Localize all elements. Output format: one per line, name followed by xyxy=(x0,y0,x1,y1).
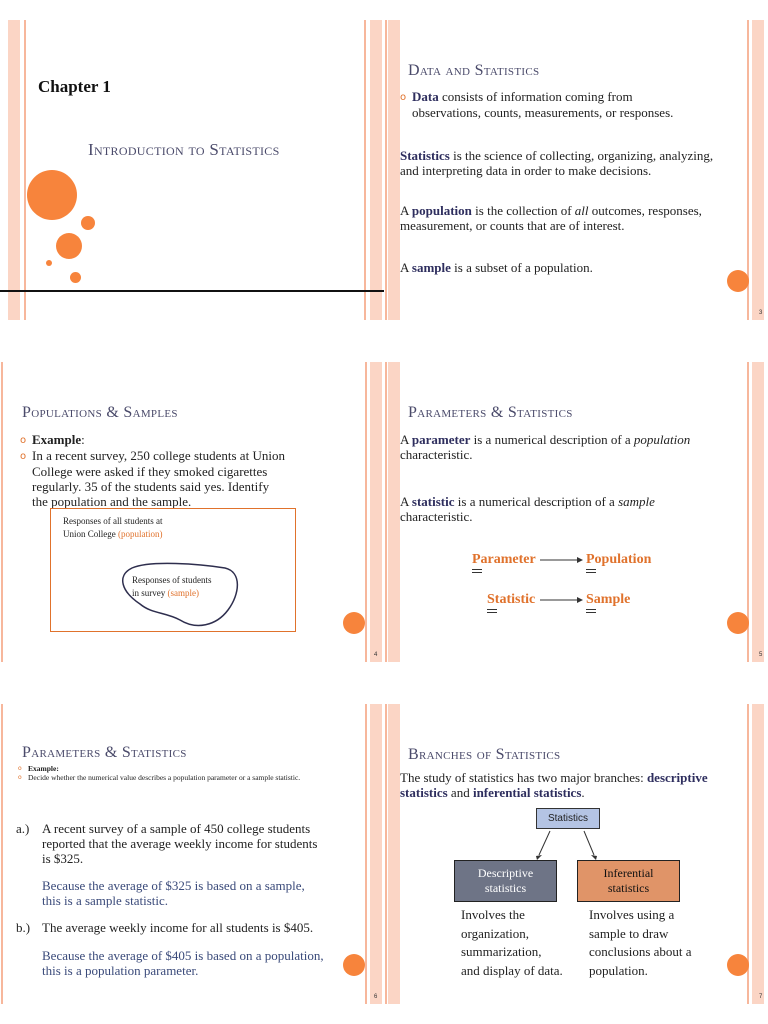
decor-circle xyxy=(81,216,95,230)
slide-title: Branches of Statistics xyxy=(408,746,561,763)
diagram-statistic: Statistic xyxy=(487,592,536,607)
decor-stripe xyxy=(24,20,26,320)
text: Responses of all students at xyxy=(63,516,163,526)
text: College were asked if they smoked cigarettes xyxy=(32,464,268,479)
decor-stripe xyxy=(752,362,764,662)
decor-circle xyxy=(46,260,52,266)
text: in survey xyxy=(132,588,168,598)
decor-circle xyxy=(727,270,749,292)
text: population xyxy=(633,432,691,447)
text: A xyxy=(400,432,412,447)
decor-circle xyxy=(343,954,365,976)
slide-title: Populations & Samples xyxy=(22,404,178,421)
decor-stripe xyxy=(1,704,3,1004)
page-number: 4 xyxy=(374,652,378,658)
text: Inferential xyxy=(603,866,654,880)
slide-6 xyxy=(0,704,384,1004)
text: and interpreting data in order to make decisions. xyxy=(400,163,652,178)
divider-line xyxy=(0,290,384,292)
term-data: Data xyxy=(412,89,439,104)
parameter-definition xyxy=(400,432,750,462)
arrow-icon xyxy=(539,595,584,605)
text: Descriptive xyxy=(477,866,534,880)
term-statistic: statistic xyxy=(411,494,455,509)
bullet-icon: o xyxy=(18,774,22,781)
text: the population and the sample. xyxy=(32,494,192,509)
text: this is a sample statistic. xyxy=(42,893,169,908)
text: characteristic. xyxy=(400,447,473,462)
text: Because the average of $325 is based on a sample, xyxy=(42,878,305,893)
text: Example xyxy=(32,432,82,447)
decor-stripe xyxy=(370,20,382,320)
text: Responses of students xyxy=(132,575,212,585)
slide-3 xyxy=(384,20,768,320)
underline-mark xyxy=(472,569,482,573)
statistics-box: Statistics xyxy=(536,808,600,829)
text: is a subset of a population. xyxy=(450,260,593,275)
descriptive-box-label xyxy=(455,866,556,896)
chapter-label: Chapter 1 xyxy=(38,77,111,96)
text: descriptive xyxy=(646,770,708,785)
text: measurement, or counts that are of interest. xyxy=(400,218,625,233)
text: A xyxy=(400,260,412,275)
text: Involves the xyxy=(461,907,525,922)
text: this is a population parameter. xyxy=(42,963,199,978)
text: reported that the average weekly income for students xyxy=(42,836,318,851)
text: is $325. xyxy=(42,851,84,866)
text: statistics xyxy=(400,785,448,800)
decor-stripe xyxy=(385,20,387,320)
sample-blob-label xyxy=(132,574,212,600)
decor-stripe xyxy=(1,362,3,662)
underline-mark xyxy=(487,609,497,613)
decor-stripe xyxy=(365,362,367,662)
decor-stripe xyxy=(752,704,764,1004)
text: is the collection of xyxy=(471,203,575,218)
example-block xyxy=(20,432,360,509)
statistics-definition xyxy=(400,148,755,178)
text: is a numerical description of a xyxy=(454,494,619,509)
statistic-definition xyxy=(400,494,750,524)
slide-title: Data and Statistics xyxy=(408,62,540,79)
text: outcomes, responses, xyxy=(588,203,702,218)
decor-circle xyxy=(70,272,81,283)
population-box-label xyxy=(63,515,163,541)
decor-stripe xyxy=(8,20,20,320)
page-number: 3 xyxy=(759,310,763,316)
text: Involves using a xyxy=(589,907,675,922)
text: consists of information coming from xyxy=(438,89,633,104)
text: statistics xyxy=(484,881,527,895)
decor-stripe xyxy=(385,704,387,1004)
decor-stripe xyxy=(388,704,400,1004)
text: statistics xyxy=(607,881,650,895)
decor-stripe xyxy=(370,362,382,662)
text: (population) xyxy=(118,529,163,539)
slide-5 xyxy=(384,362,768,662)
bullet-icon: o xyxy=(400,92,407,103)
text: A xyxy=(400,203,412,218)
text: population. xyxy=(589,962,648,978)
slide-title: Parameters & Statistics xyxy=(408,404,573,421)
text: The average weekly income for all students is $405. xyxy=(42,920,314,935)
term-sample: sample xyxy=(411,260,451,275)
text: Union College xyxy=(63,529,118,539)
decor-circle xyxy=(343,612,365,634)
text: characteristic. xyxy=(400,509,473,524)
text: . xyxy=(581,785,585,800)
page-number: 7 xyxy=(759,994,763,1000)
decor-stripe xyxy=(388,362,400,662)
text: In a recent survey, 250 college students at Union xyxy=(32,448,285,463)
inferential-box-label xyxy=(578,866,679,896)
text: sample to draw xyxy=(589,925,669,941)
text: regularly. 35 of the students said yes. Identify xyxy=(32,479,270,494)
arrow-icon xyxy=(539,555,584,565)
decor-stripe xyxy=(364,20,366,320)
text: (sample) xyxy=(167,588,199,598)
sample-definition xyxy=(400,260,740,275)
page-number: 6 xyxy=(374,994,378,1000)
text: : xyxy=(81,432,85,447)
branch-arrows xyxy=(524,829,614,861)
bullet-icon: o xyxy=(20,451,27,462)
inferential-description xyxy=(589,906,714,980)
branches-intro xyxy=(400,770,755,800)
slide-1 xyxy=(0,20,384,320)
text: The study of statistics has two major branches: xyxy=(400,770,647,785)
text: summarization, xyxy=(461,944,542,959)
text: all xyxy=(574,203,589,218)
population-definition xyxy=(400,203,755,233)
text: sample xyxy=(618,494,655,509)
decor-circle xyxy=(56,233,82,259)
slide-4 xyxy=(0,362,384,662)
text: inferential statistics xyxy=(472,785,582,800)
decor-stripe xyxy=(385,362,387,662)
underline-mark xyxy=(586,609,596,613)
example-instruction xyxy=(18,764,368,782)
term-statistics: Statistics xyxy=(400,148,450,163)
diagram-parameter: Parameter xyxy=(472,552,536,567)
diagram-sample: Sample xyxy=(586,592,631,607)
question-a xyxy=(16,821,361,866)
decor-stripe xyxy=(388,20,400,320)
data-definition xyxy=(400,89,740,120)
text: observations, counts, measurements, or responses. xyxy=(412,105,674,120)
slide-title: Parameters & Statistics xyxy=(22,744,187,761)
slide-title: Introduction to Statistics xyxy=(88,140,280,159)
bullet-icon: o xyxy=(20,435,27,446)
decor-circle xyxy=(727,954,749,976)
answer-b xyxy=(42,948,372,978)
text: is the science of collecting, organizing, analyzing, xyxy=(449,148,714,163)
text: Because the average of $405 is based on a population, xyxy=(42,948,324,963)
answer-a xyxy=(42,878,372,908)
slide-7 xyxy=(384,704,768,1004)
text: conclusions about a xyxy=(589,944,692,959)
decor-circle xyxy=(27,170,77,220)
text: a.) xyxy=(16,821,30,836)
question-b xyxy=(16,920,361,935)
page-number: 5 xyxy=(759,652,763,658)
text: is a numerical description of a xyxy=(470,432,634,447)
descriptive-box xyxy=(454,860,557,902)
text: and display of data. xyxy=(461,962,563,978)
text: A xyxy=(400,494,412,509)
bullet-icon: o xyxy=(18,765,22,772)
term-population: population xyxy=(411,203,472,218)
text: Example: xyxy=(28,764,59,773)
text: Decide whether the numerical value describes a population parameter or a sample statistic. xyxy=(28,773,301,782)
diagram-population: Population xyxy=(586,552,652,567)
descriptive-description xyxy=(461,906,579,980)
inferential-box xyxy=(577,860,680,902)
text: organization, xyxy=(461,925,529,941)
term-parameter: parameter xyxy=(411,432,471,447)
decor-circle xyxy=(727,612,749,634)
underline-mark xyxy=(586,569,596,573)
text: A recent survey of a sample of 450 college students xyxy=(42,821,311,836)
text: and xyxy=(447,785,473,800)
text: b.) xyxy=(16,920,31,935)
